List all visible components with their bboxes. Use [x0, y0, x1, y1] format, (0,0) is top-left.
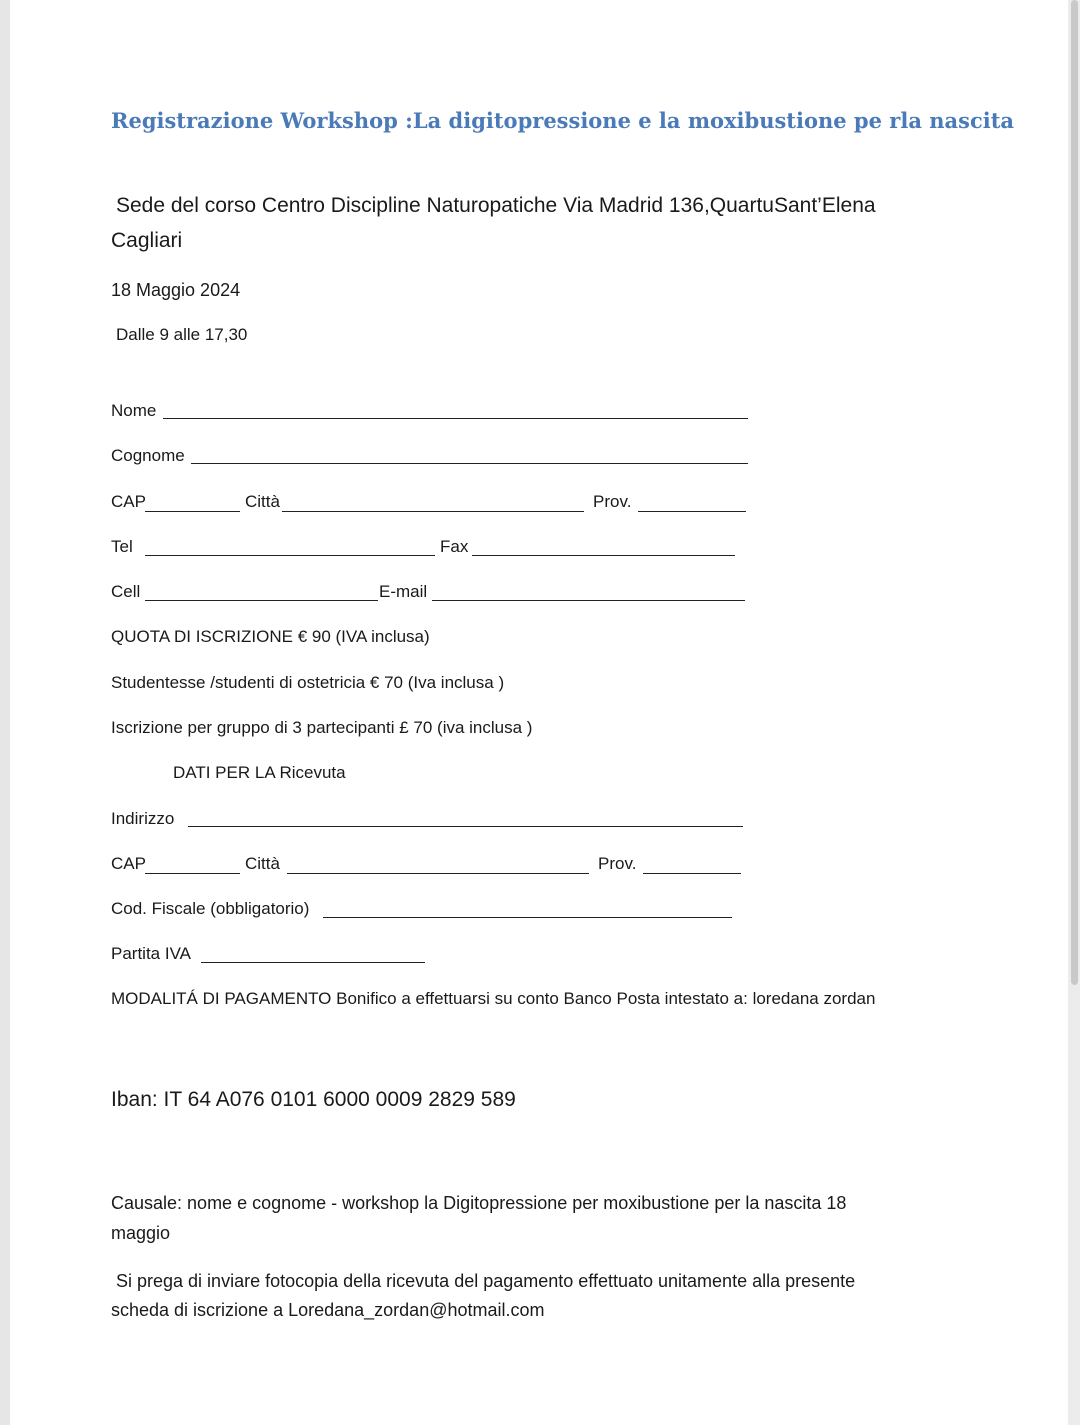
nome-field[interactable]: [163, 418, 748, 419]
event-date: 18 Maggio 2024: [111, 280, 241, 300]
cap-field[interactable]: [145, 511, 240, 512]
label-receipt-citta: Città: [245, 854, 280, 873]
label-nome: Nome: [111, 401, 157, 420]
partita-iva-field[interactable]: [201, 962, 425, 963]
event-time: Dalle 9 alle 17,30: [116, 325, 248, 344]
venue-line-1: Sede del corso Centro Discipline Naturopatiche Via Madrid 136,QuartuSant’Elena: [116, 194, 876, 217]
causale-line-1: Causale: nome e cognome - workshop la Digitopressione per moxibustione per la nascita 18: [111, 1193, 847, 1213]
receipt-heading: DATI PER LA Ricevuta: [173, 763, 346, 782]
scrollbar-thumb[interactable]: [1071, 0, 1078, 985]
fee-standard: QUOTA DI ISCRIZIONE € 90 (IVA inclusa): [111, 627, 430, 646]
scrollbar-track[interactable]: [1068, 0, 1080, 1425]
label-cap: CAP: [111, 492, 146, 511]
fee-group: Iscrizione per gruppo di 3 partecipanti £ 70 (iva inclusa ): [111, 718, 533, 737]
label-receipt-prov: Prov.: [598, 854, 637, 873]
fee-students: Studentesse /studenti di ostetricia € 70 (Iva inclusa ): [111, 673, 505, 692]
label-fax: Fax: [440, 537, 469, 556]
label-tel: Tel: [111, 537, 133, 556]
label-cognome: Cognome: [111, 446, 185, 465]
cognome-field[interactable]: [191, 463, 748, 464]
page-left-margin: [0, 0, 10, 1425]
receipt-cap-field[interactable]: [145, 873, 240, 874]
note-line-1: Si prega di inviare fotocopia della ricevuta del pagamento effettuato unitamente alla presente: [116, 1271, 856, 1291]
label-cell: Cell: [111, 582, 141, 601]
causale-line-2: maggio: [111, 1223, 171, 1243]
payment-method: MODALITÁ DI PAGAMENTO Bonifico a effettuarsi su conto Banco Posta intestato a: loredana zordan: [111, 989, 876, 1008]
receipt-prov-field[interactable]: [643, 873, 741, 874]
label-prov: Prov.: [593, 492, 632, 511]
cod-fiscale-field[interactable]: [323, 917, 732, 918]
cell-field[interactable]: [145, 600, 378, 601]
iban: Iban: IT 64 A076 0101 6000 0009 2829 589: [111, 1088, 516, 1111]
tel-field[interactable]: [145, 555, 435, 556]
label-receipt-cap: CAP: [111, 854, 146, 873]
document-title: Registrazione Workshop :La digitopressione e la moxibustione pe rla nascita: [111, 108, 1015, 133]
label-partita-iva: Partita IVA: [111, 944, 191, 963]
indirizzo-field[interactable]: [188, 826, 743, 827]
label-indirizzo: Indirizzo: [111, 809, 175, 828]
venue-line-2: Cagliari: [111, 229, 183, 252]
label-email: E-mail: [379, 582, 428, 601]
label-cod-fiscale: Cod. Fiscale (obbligatorio): [111, 899, 310, 918]
note-line-2: scheda di iscrizione a Loredana_zordan@hotmail.com: [111, 1300, 545, 1320]
citta-field[interactable]: [282, 511, 584, 512]
prov-field[interactable]: [638, 511, 746, 512]
receipt-citta-field[interactable]: [287, 873, 589, 874]
fax-field[interactable]: [472, 555, 735, 556]
label-citta: Città: [245, 492, 280, 511]
email-field[interactable]: [432, 600, 745, 601]
